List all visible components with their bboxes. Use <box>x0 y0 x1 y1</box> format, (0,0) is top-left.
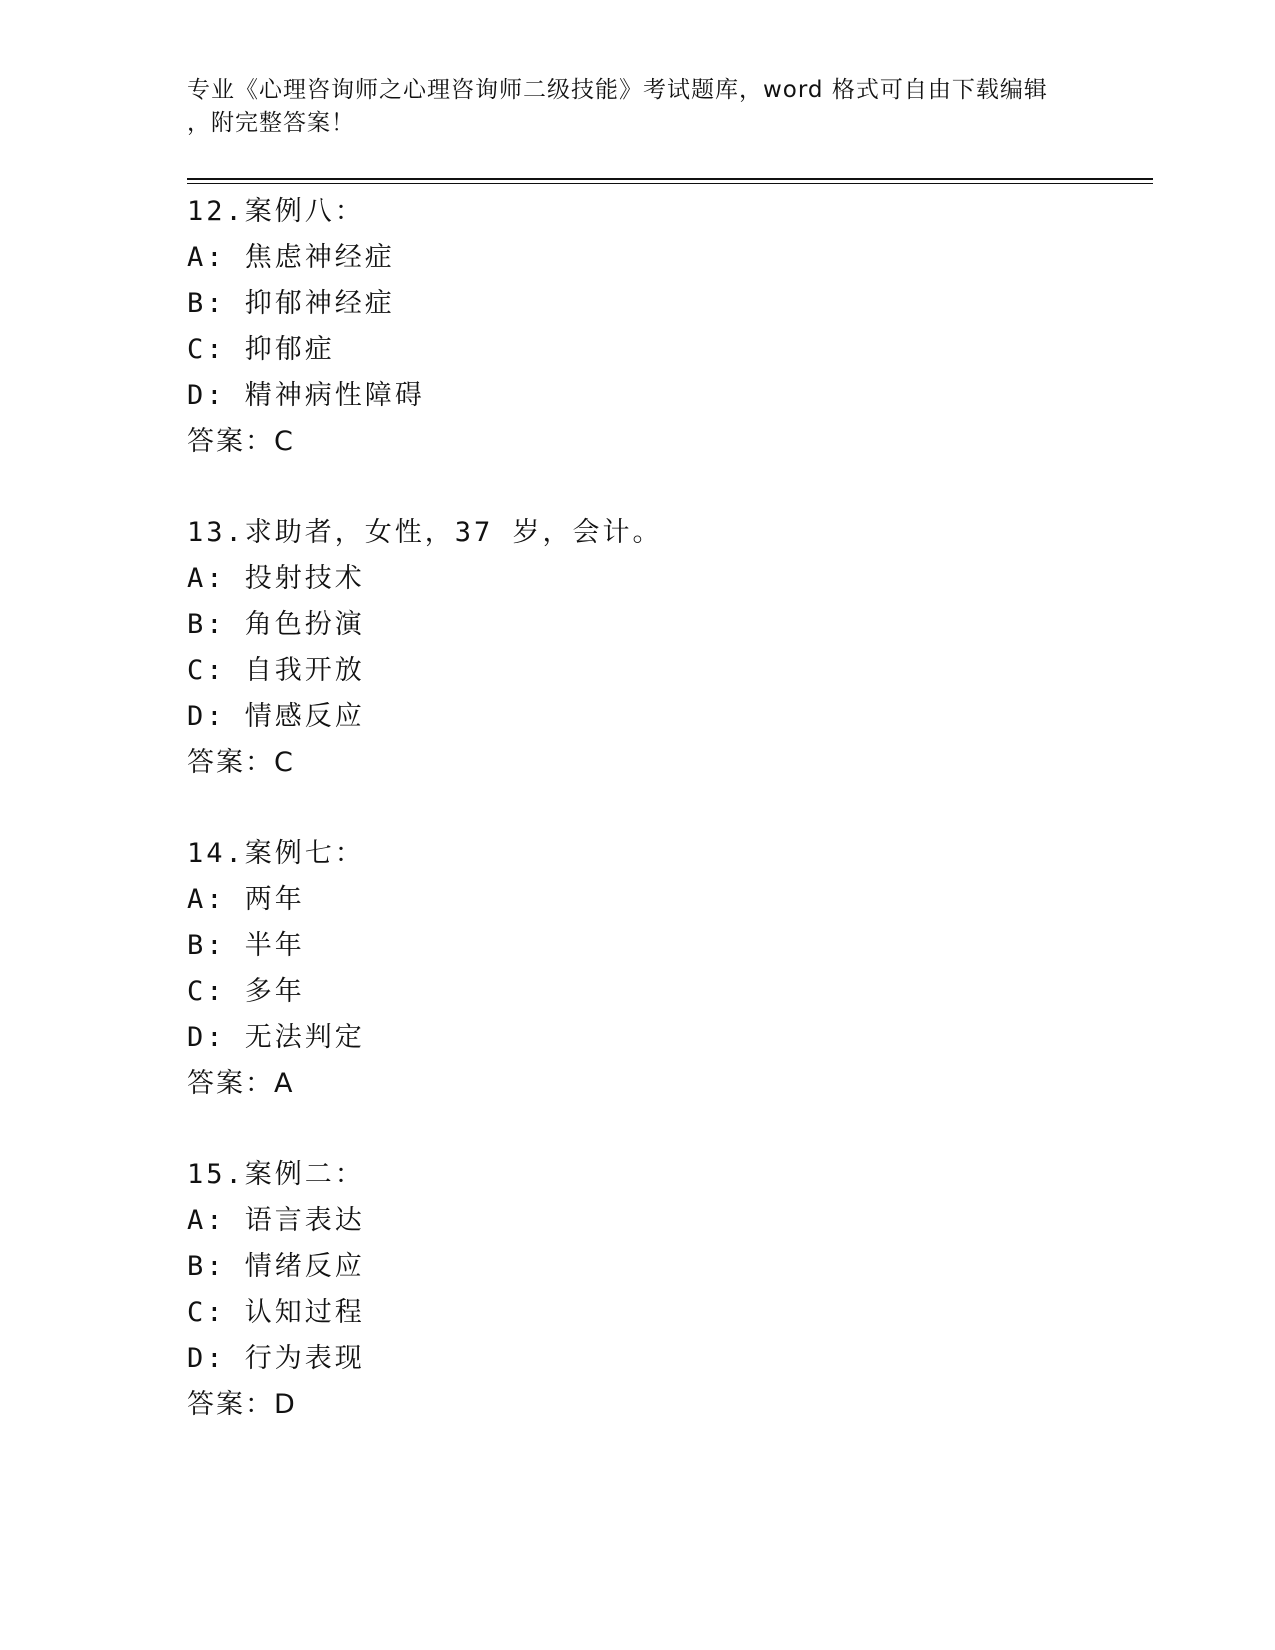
question-title: 13.求助者，女性，37 岁，会计。 <box>187 517 663 548</box>
header-line-1: 专业《心理咨询师之心理咨询师二级技能》考试题库，word 格式可自由下载编辑 <box>187 77 1048 103</box>
option-d: D: 行为表现 <box>187 1343 365 1374</box>
option-b: B: 半年 <box>187 930 305 961</box>
option-a: A: 语言表达 <box>187 1205 365 1236</box>
question-block <box>187 189 1147 465</box>
header-divider-thin <box>187 183 1153 184</box>
answer-line: 答案：C <box>187 426 295 457</box>
option-a: A: 两年 <box>187 884 305 915</box>
option-a: A: 投射技术 <box>187 563 365 594</box>
option-a: A: 焦虑神经症 <box>187 242 395 273</box>
answer-line: 答案：A <box>187 1068 295 1099</box>
header-line-2: ，附完整答案！ <box>187 110 355 136</box>
question-block <box>187 831 1147 1107</box>
question-block <box>187 510 1147 786</box>
question-title: 15.案例二： <box>187 1159 365 1190</box>
header-divider-thick <box>187 178 1153 180</box>
question-block <box>187 1152 1147 1428</box>
option-d: D: 精神病性障碍 <box>187 380 425 411</box>
option-c: C: 自我开放 <box>187 655 365 686</box>
question-list <box>187 189 1147 1473</box>
option-c: C: 认知过程 <box>187 1297 365 1328</box>
option-c: C: 抑郁症 <box>187 334 335 365</box>
answer-line: 答案：D <box>187 1389 297 1420</box>
option-d: D: 无法判定 <box>187 1022 365 1053</box>
option-c: C: 多年 <box>187 976 305 1007</box>
option-b: B: 抑郁神经症 <box>187 288 395 319</box>
option-b: B: 角色扮演 <box>187 609 365 640</box>
answer-line: 答案：C <box>187 747 295 778</box>
option-b: B: 情绪反应 <box>187 1251 365 1282</box>
question-title: 12.案例八： <box>187 196 365 227</box>
option-d: D: 情感反应 <box>187 701 365 732</box>
document-header <box>187 74 1067 140</box>
question-title: 14.案例七： <box>187 838 365 869</box>
